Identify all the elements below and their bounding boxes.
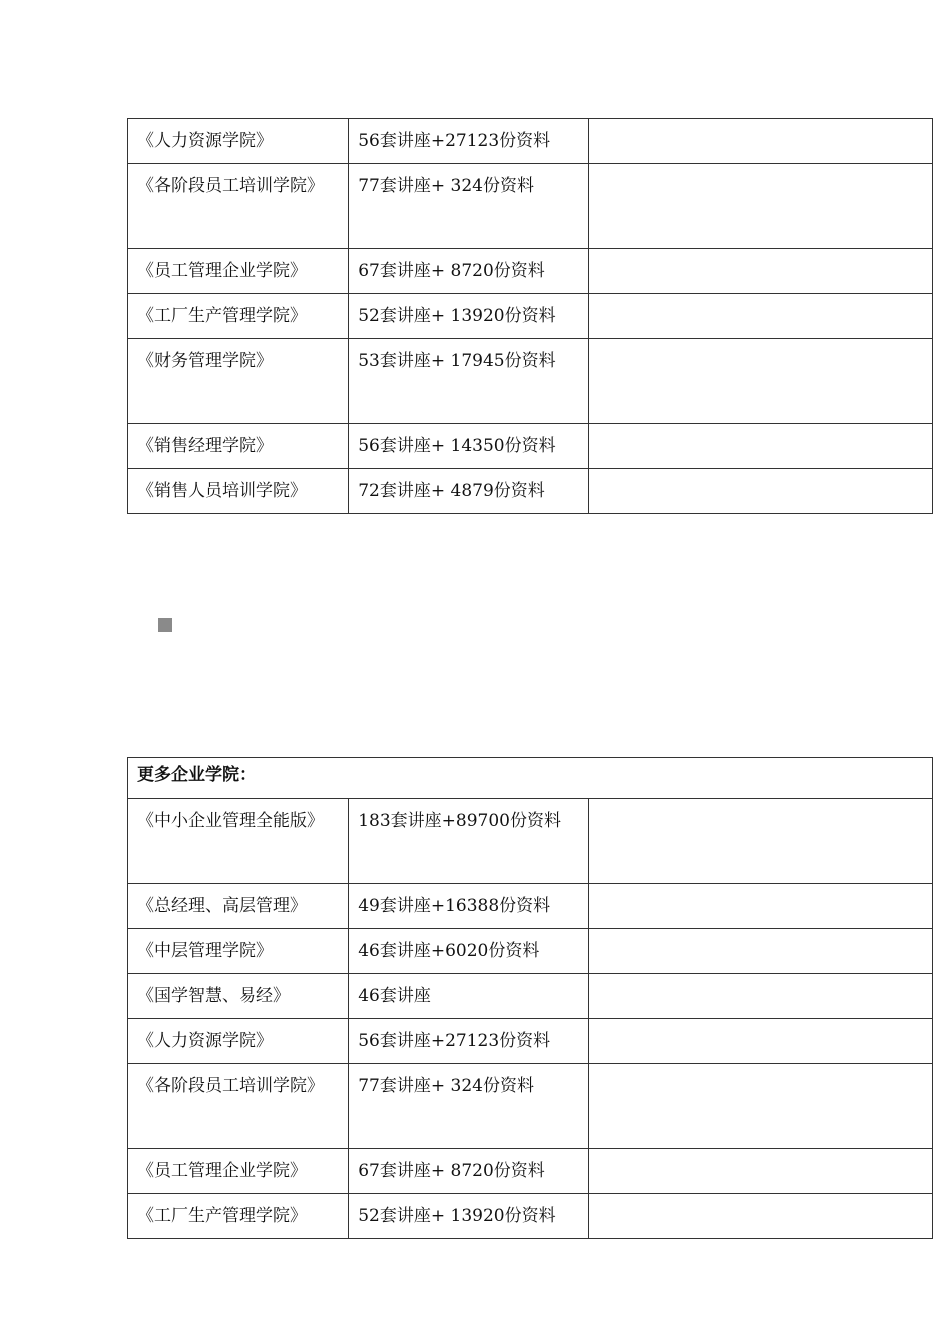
course-name: 《销售人员培训学院》 [128, 469, 349, 514]
course-note [588, 929, 932, 974]
course-name: 《员工管理企业学院》 [128, 249, 349, 294]
course-info: 53套讲座+ 17945份资料 [349, 339, 589, 424]
course-note [588, 974, 932, 1019]
table-row [128, 1064, 933, 1149]
course-note [588, 249, 932, 294]
course-note [588, 1019, 932, 1064]
table-row [128, 119, 933, 164]
table-row [128, 339, 933, 424]
course-note [588, 339, 932, 424]
course-name: 《各阶段员工培训学院》 [128, 1064, 349, 1149]
course-info: 67套讲座+ 8720份资料 [349, 1149, 589, 1194]
square-bullet-icon [158, 618, 172, 632]
course-name: 《国学智慧、易经》 [128, 974, 349, 1019]
table-header-row [128, 758, 933, 799]
course-note [588, 164, 932, 249]
table-row [128, 974, 933, 1019]
course-name: 《总经理、高层管理》 [128, 884, 349, 929]
course-note [588, 119, 932, 164]
academy-table-2 [127, 757, 933, 1239]
table-row [128, 249, 933, 294]
course-info: 56套讲座+ 14350份资料 [349, 424, 589, 469]
course-info: 52套讲座+ 13920份资料 [349, 294, 589, 339]
course-info: 56套讲座+27123份资料 [349, 1019, 589, 1064]
course-note [588, 469, 932, 514]
course-info: 46套讲座 [349, 974, 589, 1019]
course-info: 67套讲座+ 8720份资料 [349, 249, 589, 294]
course-name: 《人力资源学院》 [128, 1019, 349, 1064]
course-note [588, 424, 932, 469]
course-info: 72套讲座+ 4879份资料 [349, 469, 589, 514]
table-header: 更多企业学院： [128, 758, 933, 799]
course-name: 《中小企业管理全能版》 [128, 799, 349, 884]
course-info: 183套讲座+89700份资料 [349, 799, 589, 884]
course-name: 《财务管理学院》 [128, 339, 349, 424]
table-row [128, 1019, 933, 1064]
table-row [128, 469, 933, 514]
course-name: 《人力资源学院》 [128, 119, 349, 164]
course-note [588, 884, 932, 929]
course-info: 77套讲座+ 324份资料 [349, 1064, 589, 1149]
course-name: 《工厂生产管理学院》 [128, 294, 349, 339]
course-note [588, 1064, 932, 1149]
academy-table-1 [127, 118, 933, 514]
table-row [128, 164, 933, 249]
course-info: 77套讲座+ 324份资料 [349, 164, 589, 249]
course-note [588, 1194, 932, 1239]
course-info: 52套讲座+ 13920份资料 [349, 1194, 589, 1239]
table-row [128, 424, 933, 469]
course-info: 56套讲座+27123份资料 [349, 119, 589, 164]
course-name: 《销售经理学院》 [128, 424, 349, 469]
course-note [588, 799, 932, 884]
course-name: 《各阶段员工培训学院》 [128, 164, 349, 249]
course-name: 《工厂生产管理学院》 [128, 1194, 349, 1239]
course-name: 《员工管理企业学院》 [128, 1149, 349, 1194]
table-row [128, 1194, 933, 1239]
course-info: 49套讲座+16388份资料 [349, 884, 589, 929]
table-row [128, 1149, 933, 1194]
table-row [128, 884, 933, 929]
table-row [128, 929, 933, 974]
table-row [128, 294, 933, 339]
course-note [588, 1149, 932, 1194]
course-info: 46套讲座+6020份资料 [349, 929, 589, 974]
course-note [588, 294, 932, 339]
course-name: 《中层管理学院》 [128, 929, 349, 974]
table-row [128, 799, 933, 884]
